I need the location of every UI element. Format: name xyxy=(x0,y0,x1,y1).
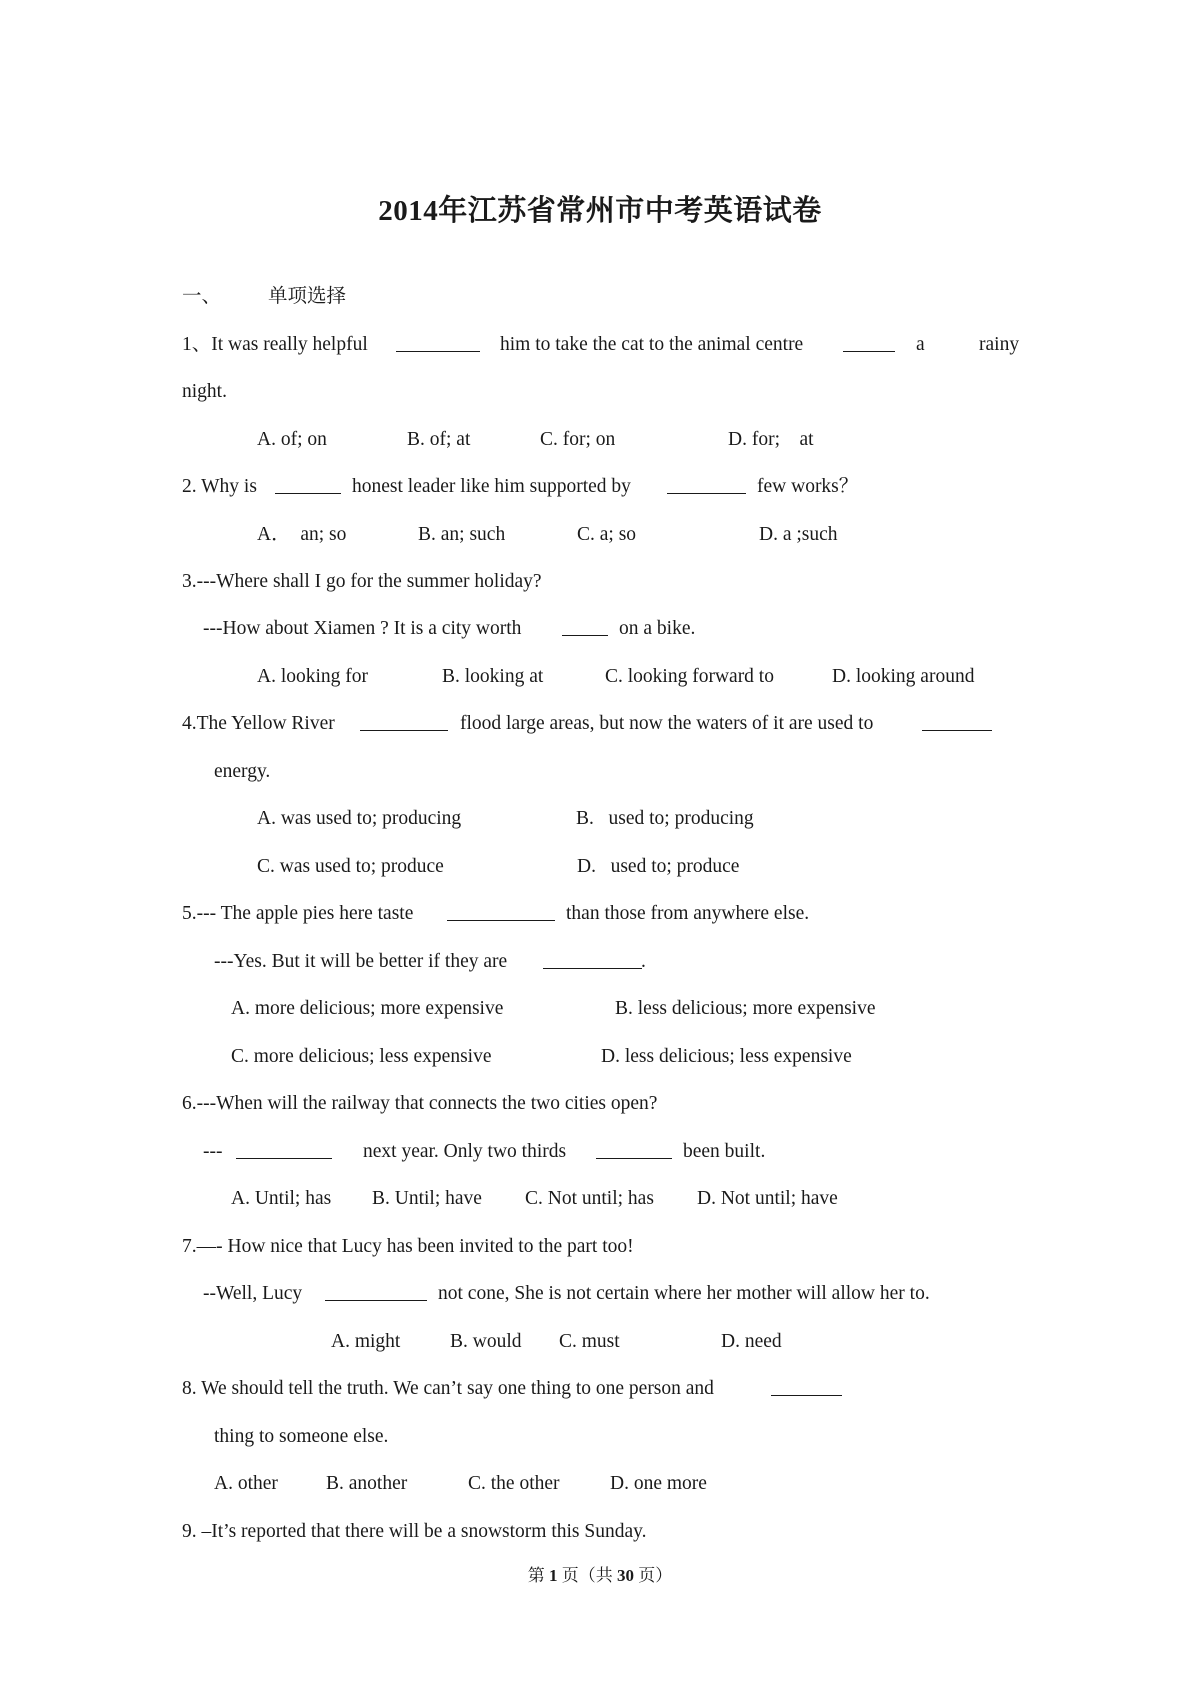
question-6-blank-1 xyxy=(236,1140,332,1166)
question-6-option-a: A. Until; has xyxy=(231,1188,332,1209)
question-8-option-b: B. another xyxy=(326,1473,408,1494)
question-1-text-a: 1、It was really helpful xyxy=(182,334,368,355)
footer-total-pages: 30 xyxy=(617,1566,634,1585)
question-6-option-c: C. Not until; has xyxy=(525,1188,654,1209)
question-4-option-c: C. was used to; produce xyxy=(257,856,444,877)
question-5-option-c: C. more delicious; less expensive xyxy=(231,1046,492,1067)
question-1-option-a: A. of; on xyxy=(257,429,327,450)
question-7-option-b: B. would xyxy=(450,1331,522,1352)
question-3-line-1: 3.---Where shall I go for the summer holiday? xyxy=(182,571,542,592)
question-3-option-c: C. looking forward to xyxy=(605,666,774,687)
question-6-option-b: B. Until; have xyxy=(372,1188,482,1209)
question-6-line-1: 6.---When will the railway that connects the two cities open? xyxy=(182,1093,658,1114)
question-7-text-b: not cone, She is not certain where her mother will allow her to. xyxy=(438,1283,930,1304)
question-7-option-c: C. must xyxy=(559,1331,620,1352)
question-5-text-d: . xyxy=(641,951,646,972)
question-3-option-b: B. looking at xyxy=(442,666,544,687)
question-4-blank-1 xyxy=(360,712,448,738)
question-2-text-b: honest leader like him supported by xyxy=(352,476,631,497)
question-1-option-d: D. for; at xyxy=(728,429,814,450)
question-5-option-a: A. more delicious; more expensive xyxy=(231,998,504,1019)
question-6-blank-2 xyxy=(596,1140,672,1166)
footer-page-number: 1 xyxy=(549,1566,558,1585)
question-4-option-b: B. used to; producing xyxy=(576,808,754,829)
question-3-blank-1 xyxy=(562,617,608,643)
question-1-text-d: rainy xyxy=(979,334,1020,355)
question-2-option-c: C. a; so xyxy=(577,524,637,545)
page-title: 2014年江苏省常州市中考英语试卷 xyxy=(378,195,822,227)
question-8-option-c: C. the other xyxy=(468,1473,560,1494)
question-3-option-a: A. looking for xyxy=(257,666,369,687)
question-5-option-d: D. less delicious; less expensive xyxy=(601,1046,852,1067)
question-9-line-1: 9. –It’s reported that there will be a snowstorm this Sunday. xyxy=(182,1521,647,1542)
question-3-option-d: D. looking around xyxy=(832,666,975,687)
question-2-text-a: 2. Why is xyxy=(182,476,257,497)
question-8-text-b: thing to someone else. xyxy=(214,1426,389,1447)
question-5-text-b: than those from anywhere else. xyxy=(566,903,810,924)
question-2-option-b: B. an; such xyxy=(418,524,506,545)
question-1-text-c: a xyxy=(916,334,925,355)
question-8-blank-1 xyxy=(771,1377,842,1403)
question-7-blank-1 xyxy=(325,1282,427,1308)
question-6-text-b: next year. Only two thirds xyxy=(363,1141,567,1162)
question-5-text-c: ---Yes. But it will be better if they are xyxy=(214,951,508,972)
question-4-option-d: D. used to; produce xyxy=(577,856,740,877)
question-2-option-d: D. a ;such xyxy=(759,524,838,545)
question-4-text-a: 4.The Yellow River xyxy=(182,713,335,734)
question-6-text-c: been built. xyxy=(683,1141,766,1162)
question-3-text-a: ---How about Xiamen ? It is a city worth xyxy=(203,618,522,639)
question-2-option-a: A． an; so xyxy=(257,524,347,545)
question-1-option-b: B. of; at xyxy=(407,429,471,450)
question-8-option-a: A. other xyxy=(214,1473,278,1494)
question-4-option-a: A. was used to; producing xyxy=(257,808,462,829)
question-1-text-b: him to take the cat to the animal centre xyxy=(500,334,804,355)
question-4-blank-2 xyxy=(922,712,992,738)
question-1-text-e: night. xyxy=(182,381,227,402)
question-4-text-c: energy. xyxy=(214,761,271,782)
question-1-option-c: C. for; on xyxy=(540,429,616,450)
question-6-text-a: --- xyxy=(203,1141,223,1162)
question-2-blank-1 xyxy=(275,475,341,501)
question-8-option-d: D. one more xyxy=(610,1473,707,1494)
footer-suffix: 页） xyxy=(638,1566,673,1585)
page-footer xyxy=(0,1561,1200,1586)
question-7-option-d: D. need xyxy=(721,1331,782,1352)
question-6-option-d: D. Not until; have xyxy=(697,1188,838,1209)
question-5-text-a: 5.--- The apple pies here taste xyxy=(182,903,414,924)
question-4-text-b: flood large areas, but now the waters of it are used to xyxy=(460,713,874,734)
question-2-blank-2 xyxy=(667,475,746,501)
question-7-text-a: --Well, Lucy xyxy=(203,1283,303,1304)
question-3-text-b: on a bike. xyxy=(619,618,696,639)
section-number: 一、 xyxy=(182,286,222,307)
question-7-line-1: 7.—- How nice that Lucy has been invited to the part too! xyxy=(182,1236,634,1257)
footer-prefix: 第 xyxy=(527,1566,545,1585)
question-5-blank-2 xyxy=(543,950,642,976)
question-1-blank-1 xyxy=(396,333,480,359)
question-2-text-c: few works？ xyxy=(757,476,859,497)
section-heading: 单项选择 xyxy=(268,286,347,307)
question-1-blank-2 xyxy=(843,333,895,359)
question-8-text-a: 8. We should tell the truth. We can’t say one thing to one person and xyxy=(182,1378,714,1399)
question-5-option-b: B. less delicious; more expensive xyxy=(615,998,876,1019)
footer-middle: 页（共 xyxy=(561,1566,613,1585)
question-5-blank-1 xyxy=(447,902,555,928)
question-7-option-a: A. might xyxy=(331,1331,401,1352)
